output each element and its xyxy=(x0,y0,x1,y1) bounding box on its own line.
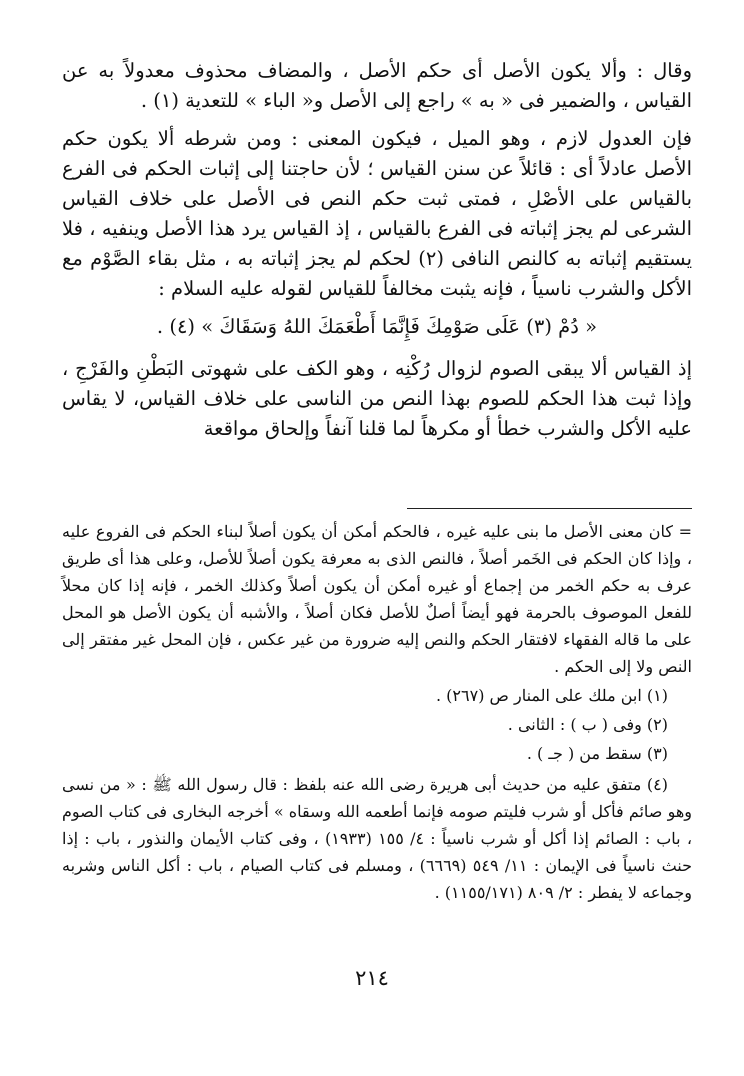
footnote-divider xyxy=(407,508,692,509)
footnote-1: (١) ابن ملك على المنار ص (٢٦٧) . xyxy=(436,686,668,705)
footnote-continued: = كان معنى الأصل ما بنى عليه غيره ، فالحكم أمكن أن يكون أصلاً لبناء الحكم فى الفروع عليه ، وإذا كان الحكم فى الخَمر أصلاً ، فالنص الذى به معرفة يكون أصلاً للأصل، وعلى هذا أى طريق عرف به حكم الخمر من إجماع أو غيره أمكن أن يكون أصلاً وكذلك الخمر ، فإنه إذا كان محلاً للفعل الموصوف بالحرمة فهو أيضاً أصلٌ للأصل فكان أصلاً ، والأشبه أن يكون الأصل هو المحل على ما قاله الفقهاء لافتقار الحكم والنص إليه ضرورة من غير عكس ، فإن المحل غير مفتقر إلى النص ولا إلى الحكم . xyxy=(62,522,693,676)
paragraph-1: وقال : وألا يكون الأصل أى حكم الأصل ، والمضاف محذوف معدولاً به عن القياس ، والضمير فى « به » راجع إلى الأصل و« الباء » للتعدية (١) . xyxy=(62,59,692,112)
footnote-3: (٣) سقط من ( جـ ) . xyxy=(526,744,668,763)
main-text xyxy=(62,56,692,452)
page-number: ٢١٤ xyxy=(355,966,389,990)
paragraph-3: إذ القياس ألا يبقى الصوم لزوال رُكْنِه ، وهو الكف على شهوتى البَطْنِ والفَرْجِ ، وإذا ثبت هذا الحكم للصوم بهذا النص من الناسى على خلاف القياس، لا يقاس عليه الأكل والشرب خطأ أو مكرهاً لما قلنا آنفاً وإلحاق مواقعة xyxy=(62,357,692,440)
paragraph-2: فإن العدول لازم ، وهو الميل ، فيكون المعنى : ومن شرطه ألا يكون حكم الأصل عادلاً أى : قائلاً عن سنن القياس ؛ لأن حاجتنا إلى إثبات الحكم فى الفرع بالقياس على الأصْلِ ، فمتى ثبت حكم النص فى الأصل على خلاف القياس الشرعى لم يجز إثباته فى الفرع بالقياس ، إذ القياس يرد هذا الأصل وينفيه ، فلا يستقيم إثباته به كالنص النافى (٢) لحكم لم يجز إثباته به ، مثل بقاء الصَّوْم مع الأكل والشرب ناسياً ، فإنه يثبت مخالفاً للقياس لقوله عليه السلام : xyxy=(62,127,692,300)
footnotes xyxy=(62,518,692,908)
footnote-4: (٤) متفق عليه من حديث أبى هريرة رضى الله عنه بلفظ : قال رسول الله ﷺ : « من نسى وهو صائم فأكل أو شرب فليتم صومه فإنما أطعمه الله وسقاه » أخرجه البخارى فى كتاب الصوم ، باب : الصائم إذا أكل أو شرب ناسياً : ٤/ ١٥٥ (١٩٣٣) ، وفى كتاب الأيمان والنذور ، باب : إذا حنث ناسياً فى الإيمان : ١١/ ٥٤٩ (٦٦٦٩) ، ومسلم فى كتاب الصيام ، باب : أكل الناس وشربه وجماعه لا يفطر : ٢/ ٨٠٩ (١١٥٥/١٧١) . xyxy=(62,775,693,902)
footnote-2: (٢) وفى ( ب ) : الثانى . xyxy=(507,715,668,734)
hadith-quote: « دُمْ (٣) عَلَى صَوْمِكَ فَإِنَّمَا أَطْعَمَكَ اللهُ وَسَقَاكَ » (٤) . xyxy=(156,315,598,338)
